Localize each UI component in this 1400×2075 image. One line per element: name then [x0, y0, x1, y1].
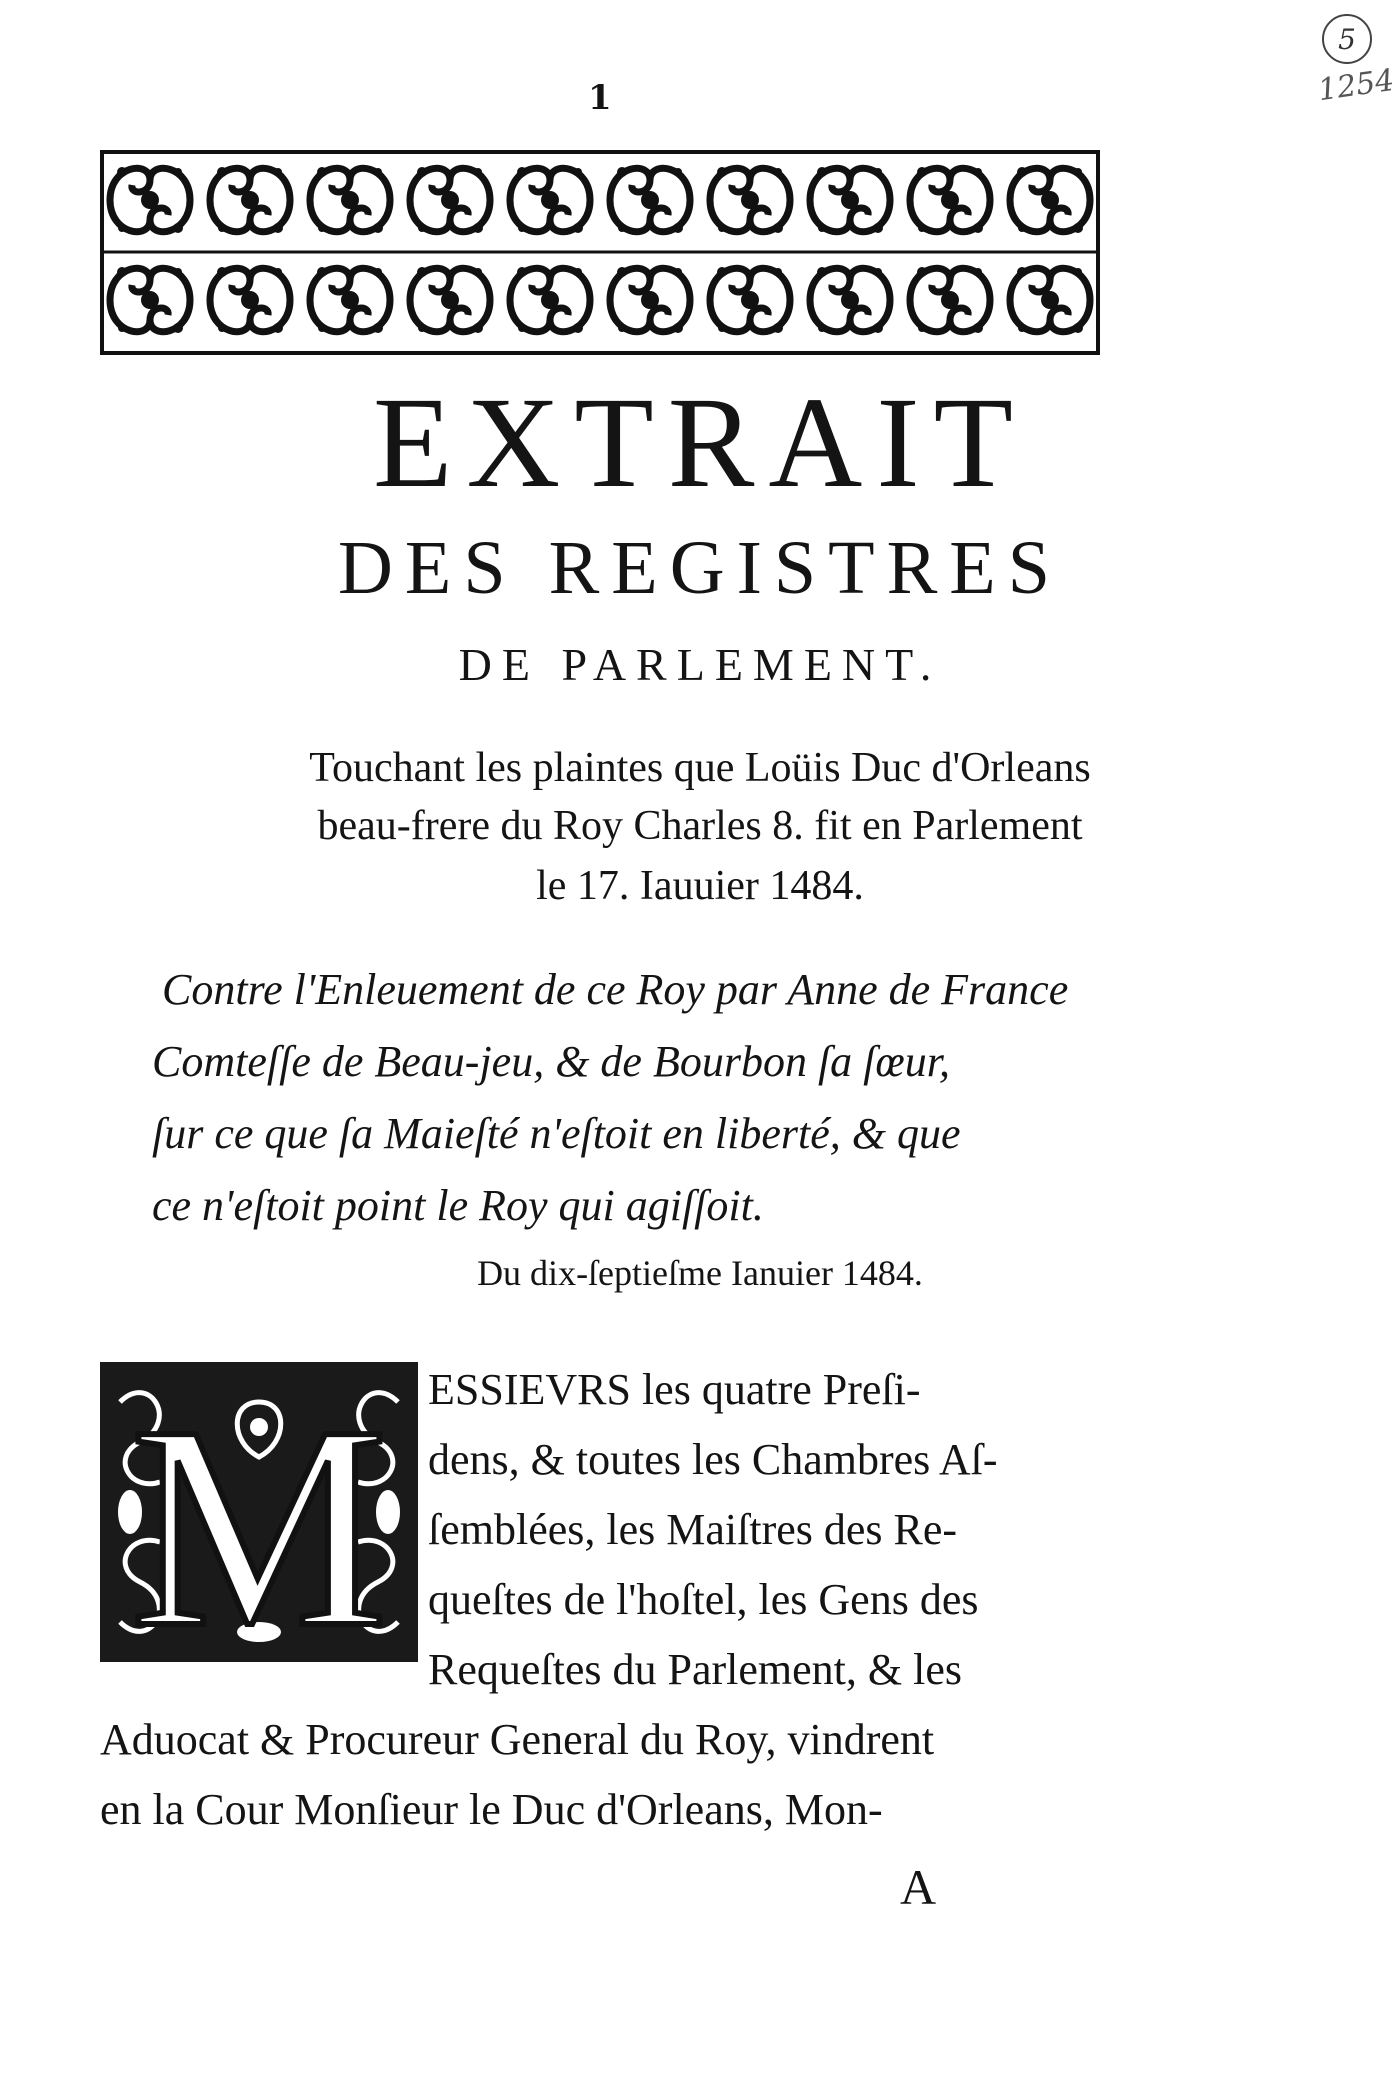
signature-mark: 1 — [588, 78, 612, 118]
body-line: Aduocat & Procureur General du Roy, vindrent — [100, 1715, 935, 1764]
body-line: ſemblées, les Maiſtres des Re- — [428, 1505, 958, 1554]
italic-summary-line: ſur ce que ſa Maieſté n'eſtoit en liberté, & que — [152, 1109, 961, 1158]
circled-page-number: 5 — [1322, 14, 1372, 64]
subtitle-line: beau-frere du Roy Charles 8. fit en Parlement — [317, 803, 1083, 849]
floral-band-ornament — [100, 150, 1100, 355]
body-line: ESSIEVRS les quatre Preſi- — [428, 1365, 921, 1414]
handwritten-catalog-number: 1254 — [1315, 62, 1397, 109]
svg-text:M: M — [130, 1366, 388, 1662]
title-des-registres: DES REGISTRES — [338, 526, 1062, 610]
subtitle-line: Touchant les plaintes que Loüis Duc d'Orleans — [309, 745, 1091, 791]
italic-summary-line: Contre l'Enleuement de ce Roy par Anne de France — [162, 965, 1069, 1014]
title-de-parlement: DE PARLEMENT. — [458, 639, 942, 690]
body-line: queſtes de l'hoſtel, les Gens des — [428, 1575, 979, 1624]
decorated-initial-m — [100, 1362, 418, 1662]
date-heading: Du dix-ſeptieſme Ianuier 1484. — [477, 1253, 923, 1293]
signature-catchword: A — [900, 1859, 937, 1915]
title-extrait: EXTRAIT — [373, 371, 1027, 515]
italic-summary-line: ce n'eſtoit point le Roy qui agiſſoit. — [152, 1181, 764, 1230]
subtitle-line: le 17. Iauuier 1484. — [536, 863, 864, 909]
body-line: en la Cour Monſieur le Duc d'Orleans, Mon- — [100, 1785, 883, 1834]
italic-summary-line: Comteſſe de Beau-jeu, & de Bourbon ſa ſœur, — [152, 1037, 950, 1086]
body-line: dens, & toutes les Chambres Aſ- — [428, 1435, 998, 1484]
body-line: Requeſtes du Parlement, & les — [428, 1645, 962, 1694]
